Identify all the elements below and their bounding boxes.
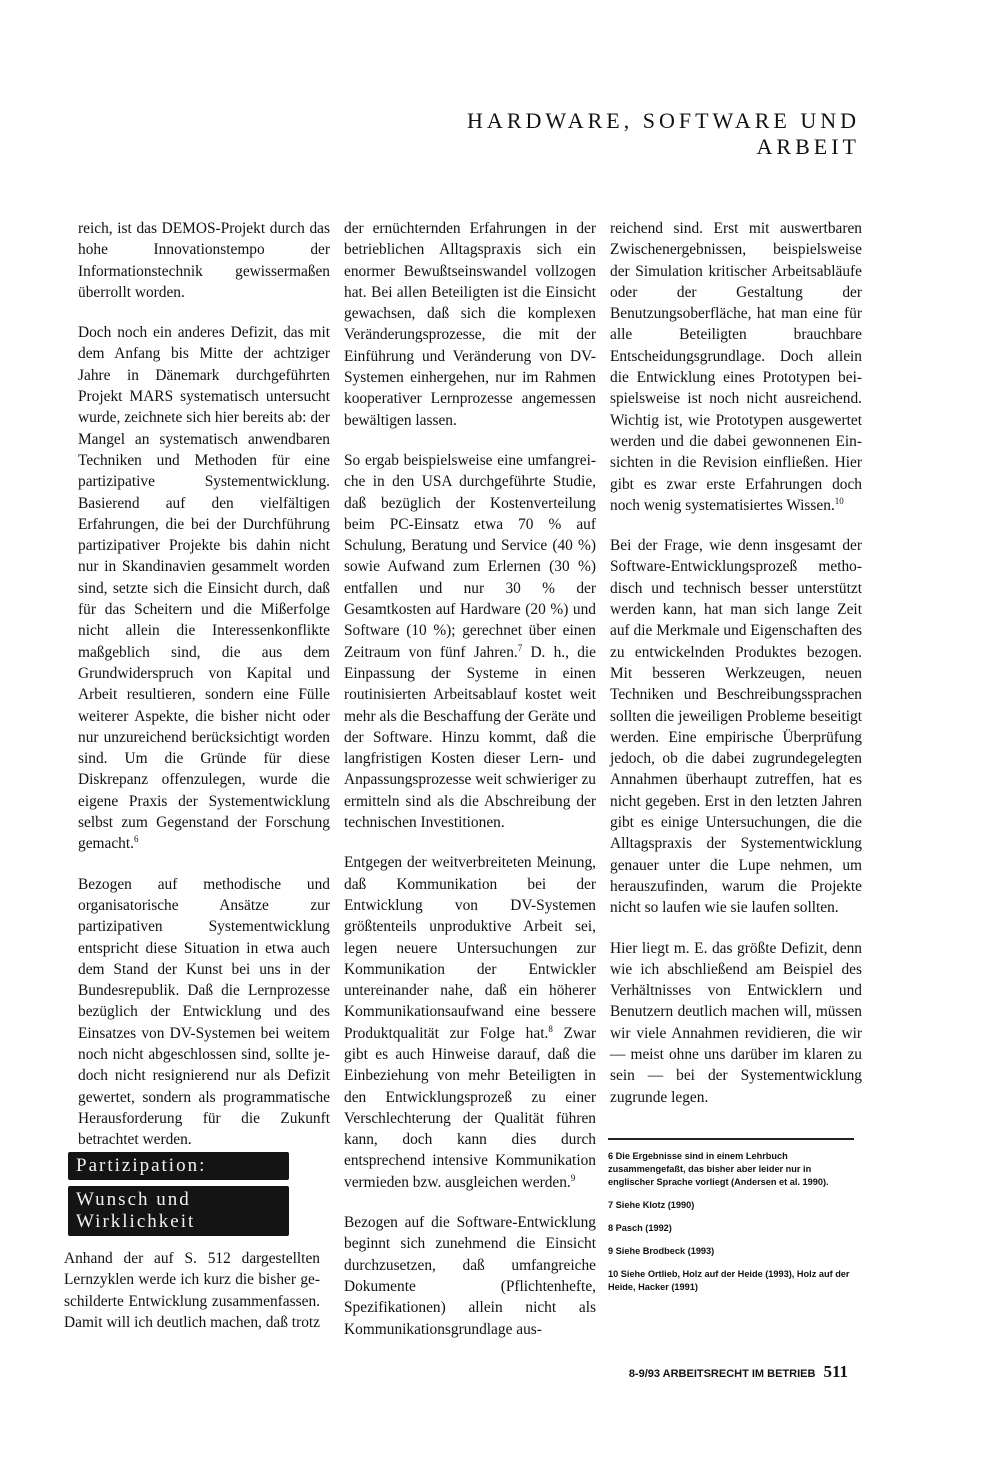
- paragraph-text: Entgegen der weitverbreiteten Meinung, daß Kommunikation bei der Entwicklung von DV-Systemen größtenteils unproduktive Arbeit sei, legen neuere Untersuchungen zur Kommunikation der Entwickler untereinander nahe, daß ein höherer Kommunikationsaufwand eine bessere Produktqualität zur Folge hat.: [344, 854, 596, 1042]
- journal-name: 8-9/93 ARBEITSRECHT IM BETRIEB: [628, 1368, 816, 1380]
- column-3: [610, 218, 862, 1127]
- running-header: HARDWARE, SOFTWARE UND ARBEIT: [467, 108, 860, 159]
- paragraph-text: So ergab beispielsweise eine umfangreiche in den USA durchgeführte Studie, daß bezüglich der Kostenverteilung beim PC-Einsatz etwa 70 % auf Schulung, Beratung und Service (40 %) sowie Aufwand zum Erlernen (30 %) entfallen und nur 30 % der Gesamtkosten auf Hardware (20 %) und Software (10 %); gerechnet über einen Zeitraum von fünf Jahren.: [344, 451, 596, 661]
- paragraph-text: D. h., die Einpassung der Systeme in einen routinisierten Arbeitsablauf kostet weit mehr als die Beschaffung der Geräte und der Software. Hinzu kommt, daß die langfristigen Kosten dieser Lern- und Anpassungsprozesse weit schwieriger zu ermitteln sind als die Abschreibung der technischen Investitionen.: [344, 643, 596, 832]
- footnote: 7 Siehe Klotz (1990): [608, 1200, 695, 1210]
- footnote-ref[interactable]: 6: [133, 834, 139, 845]
- footnote: 8 Pasch (1992): [608, 1223, 672, 1233]
- footnote-ref[interactable]: 9: [570, 1172, 576, 1183]
- footnote-ref[interactable]: 7: [517, 642, 523, 653]
- paragraph-text: Zwar gibt es auch Hinweise darauf, daß die Einbeziehung von mehr Beteiligten in den Entwicklungsprozeß zu einer Verschlechterung der Qualität führen kann, doch kann dies durch entsprechend intensive Kommunikation vermieden bzw. ausgleichen werden.: [344, 1024, 596, 1191]
- paragraph: reich, ist das DEMOS-Projekt durch das hohe Innovationstempo der Informationstechnik gewissermaßen überrollt worden.: [78, 220, 330, 301]
- section-heading-box: Wunsch und Wirklichkeit: [68, 1186, 289, 1236]
- footnote-ref[interactable]: 10: [834, 495, 844, 506]
- paragraph-text: reichend sind. Erst mit auswertbaren Zwischenergebnissen, beispielsweise der Simulation kritischer Arbeitsabläufe oder der Gestaltung der Benutzungsoberfläche, hat man eine für alle Beteiligten brauchbare Entscheidungsgrundlage. Doch allein die Entwicklung eines Prototypen beispielsweise ist noch nicht ausreichend. Wichtig ist, wie Prototypen ausgewertet werden und die dabei gewonnenen Einsichten in die Revision einfließen. Hier gibt es zwar erste Erfahrungen doch noch wenig systematisiertes Wissen.: [610, 220, 862, 514]
- paragraph: [344, 852, 596, 1193]
- page-number: 511: [823, 1362, 848, 1381]
- footnotes: [608, 1138, 854, 1304]
- section-heading-box: Partizipation:: [68, 1152, 289, 1180]
- footnote-ref[interactable]: 8: [548, 1023, 553, 1034]
- column-1: [78, 218, 330, 1169]
- paragraph: Hier liegt m. E. das größte Defizit, denn wie ich abschließend am Beispiel des Verhältnisses von Entwicklern und Benutzern deutlich machen will, müssen wir viele Annahmen revidieren, die wir — meist ohne uns darüber im klaren zu sein — bei der Systementwicklung zugrunde legen.: [610, 939, 862, 1106]
- page-footer: [600, 1362, 848, 1382]
- paragraph: Bezogen auf die Software-Entwicklung beginnt sich zunehmend die Einsicht durchzusetzen, daß umfangreiche Dokumente (Pflichtenhefte, Spezifikationen) allein nicht als Kommunikationsgrundlage aus-: [344, 1214, 596, 1338]
- footnote: 6 Die Ergebnisse sind in einem Lehrbuch zusammengefaßt, das bisher aber leider nur in englischer Sprache vorliegt (Andersen et al. 1990).: [608, 1151, 829, 1187]
- paragraph: Anhand der auf S. 512 dargestellten Lernzyklen werde ich kurz die bisher geschilderte Entwicklung zusammenfassen. Damit will ich deutlich machen, daß trotz: [64, 1250, 321, 1331]
- paragraph: der ernüchternden Erfahrungen in der betrieblichen Alltagspraxis sich ein enormer Bewußtseinswandel vollzogen hat. Bei allen Beteiligten ist die Einsicht gewachsen, daß sich die komplexen Veränderungsprozesse, die mit der Einführung und Veränderung von DV-Systemen einhergehen, nur im Rahmen kooperativer Lernprozesse angemessen bewältigen lassen.: [344, 220, 596, 429]
- paragraph: Bei der Frage, wie denn insgesamt der Software-Entwicklungsprozeß methodisch und technisch besser unterstützt werden kann, hat man sich lange Zeit auf die Merkmale und Eigenschaften des zu entwickelnden Produktes bezogen. Mit besseren Werkzeugen, neuen Techniken und Beschreibungssprachen sollten die jeweiligen Probleme beseitigt werden. Eine empirische Überprüfung jedoch, ob die dabei zugrundegelegten Annahmen überhaupt zutreffen, hat es nicht gegeben. Erst in den letzten Jahren gibt es einige Untersuchungen, die die Alltagspraxis der Systementwicklung genauer unter die Lupe nehmen, um herauszufinden, warum die Projekte nicht so laufen wie sie laufen sollten.: [610, 537, 862, 917]
- paragraph: [344, 450, 596, 833]
- paragraph-text: Doch noch ein anderes Defizit, das mit dem Anfang bis Mitte der achtziger Jahre in Dänemark durchgeführten Projekt MARS systematisch untersucht wurde, zeichnete sich hier bereits ab: der Mangel an systematisch anwendbaren Techniken und Methoden für eine partizipative Systementwicklung. Basierend auf den vielfältigen Erfahrungen, die bei der Durchführung partizipativer Projekte bis dahin nicht nur in Skandinavien gesammelt worden sind, setzte sich die Einsicht durch, daß für das Scheitern und die Mißerfolge nicht allein die Interessenkonflikte maßgeblich sind, die aus dem Grundwiderspruch von Kapital und Arbeit resultieren, sondern eine Fülle weiterer Aspekte, die bisher nicht oder nur unzureichend berücksichtigt worden sind. Um die Gründe für diese Diskrepanz offenzulegen, wurde die eigene Praxis der Systementwicklung selbst zum Gegenstand der Forschung gemacht.: [78, 324, 330, 853]
- paragraph: [610, 218, 862, 516]
- footnote: 10 Siehe Ortlieb, Holz auf der Heide (1993), Holz auf der Heide, Hacker (1991): [608, 1269, 850, 1292]
- column-2: [344, 218, 596, 1359]
- paragraph: [78, 322, 330, 854]
- footnote: 9 Siehe Brodbeck (1993): [608, 1246, 715, 1256]
- paragraph: Bezogen auf methodische und organisatorische Ansätze zur partizipativen Systementwicklung entspricht diese Situation in etwa auch dem Stand der Kunst bei uns in der Bundesrepublik. Daß die Lernprozesse bezüglich der Entwicklung und des Einsatzes von DV-Systemen bei weitem noch nicht abgeschlossen sind, sollte jedoch nicht resignierend nur als Defizit gewertet, sondern als programmatische Herausforderung für die Zukunft betrachtet werden.: [78, 875, 330, 1149]
